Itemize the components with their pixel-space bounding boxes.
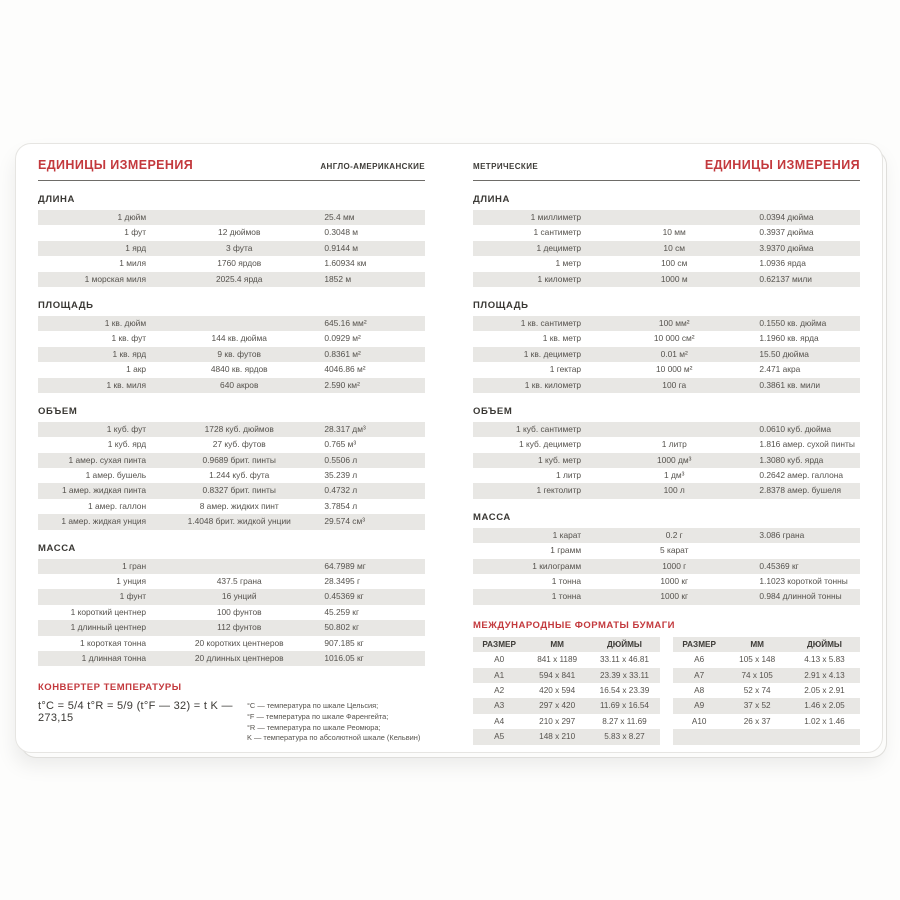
cell-inches: 4.13 x 5.83: [804, 655, 845, 665]
cell-inches: 23.39 x 33.11: [599, 670, 649, 680]
cell-converted: 1.60934 км: [324, 258, 367, 269]
cell-equivalent: 0.2 г: [665, 529, 683, 540]
paper-table-row: [473, 714, 660, 729]
table-row: [38, 468, 425, 483]
table-row: [473, 559, 860, 574]
paper-table-row: [673, 714, 860, 729]
paper-formats-tables: [473, 637, 860, 745]
notebook-spread: [15, 143, 883, 753]
cell-equivalent: 640 акров: [220, 379, 259, 390]
conversion-table: [38, 422, 425, 530]
cell-equivalent: 10 см: [663, 242, 686, 253]
cell-equivalent: 4840 кв. ярдов: [210, 364, 268, 375]
table-row: [38, 256, 425, 271]
cell-converted: 4046.86 м²: [324, 364, 366, 375]
section-title: ПЛОЩАДЬ: [38, 299, 94, 311]
conversion-table: [38, 559, 425, 667]
unit-section: [38, 194, 425, 287]
cell-equivalent: 100 мм²: [658, 317, 690, 328]
section-title: ОБЪЕМ: [38, 405, 78, 417]
cell-equivalent: 10 000 м²: [655, 364, 693, 375]
cell-equivalent: [154, 316, 324, 331]
section-title: ПЛОЩАДЬ: [473, 299, 529, 311]
table-row: [473, 574, 860, 589]
cell-converted: 0.45369 кг: [759, 560, 799, 571]
table-row: [38, 514, 425, 529]
cell-unit: 1 кв. километр: [524, 379, 582, 390]
cell-equivalent: 112 фунтов: [217, 622, 262, 633]
table-row: [38, 362, 425, 377]
cell-converted: 15.50 дюйма: [759, 348, 809, 359]
page-title: ЕДИНИЦЫ ИЗМЕРЕНИЯ: [704, 158, 860, 172]
cell-unit: 1 миля: [119, 258, 147, 269]
cell-equivalent: 1000 м: [660, 273, 688, 284]
table-row: [473, 362, 860, 377]
temperature-converter: [38, 682, 425, 743]
cell-converted: 35.239 л: [324, 470, 358, 481]
paper-table: [673, 637, 860, 745]
cell-inches: 11.69 x 16.54: [599, 701, 649, 711]
cell-converted: 0.45369 кг: [324, 591, 364, 602]
cell-equivalent: [154, 210, 324, 225]
cell-size: A0: [494, 655, 505, 665]
conversion-table: [38, 210, 425, 287]
section-title: МАССА: [473, 511, 511, 523]
section-title: ДЛИНА: [38, 194, 75, 205]
table-row: [38, 559, 425, 574]
cell-mm: 148 x 210: [539, 732, 576, 742]
cell-inches: 2.05 x 2.91: [804, 685, 845, 695]
unit-section: [473, 300, 860, 393]
page-header: [38, 158, 425, 181]
cell-equivalent: 0.01 м²: [660, 348, 688, 359]
unit-section: [38, 543, 425, 667]
cell-inches: 8.27 x 11.69: [602, 716, 647, 726]
paper-formats-title: МЕЖДУНАРОДНЫЕ ФОРМАТЫ БУМАГИ: [473, 619, 675, 631]
cell-mm: 594 x 841: [539, 670, 576, 680]
cell-unit: 1 дециметр: [536, 242, 582, 253]
cell-unit: 1 кв. сантиметр: [520, 317, 582, 328]
conversion-sections: [473, 194, 860, 605]
table-row: [38, 499, 425, 514]
paper-table-row: [473, 652, 660, 667]
cell-mm: 420 x 594: [539, 685, 576, 695]
cell-converted: 1852 м: [324, 273, 352, 284]
cell-converted: 0.3861 кв. мили: [759, 379, 821, 390]
cell-converted: 2.8378 амер. бушеля: [759, 485, 842, 496]
cell-equivalent: 1000 кг: [660, 576, 689, 587]
paper-header-cell: ММ: [550, 639, 564, 649]
cell-equivalent: 1.4048 брит. жидкой унции: [187, 516, 291, 527]
paper-table-row: [673, 652, 860, 667]
cell-mm: 37 x 52: [743, 701, 771, 711]
cell-unit: 1 карат: [552, 529, 582, 540]
cell-equivalent: [154, 559, 324, 574]
cell-unit: 1 гран: [122, 560, 147, 571]
cell-equivalent: 8 амер. жидких пинт: [199, 500, 279, 511]
cell-unit: 1 куб. сантиметр: [516, 423, 582, 434]
cell-unit: 1 кв. фут: [111, 333, 147, 344]
cell-equivalent: 100 см: [661, 258, 688, 269]
cell-size: A3: [494, 701, 505, 711]
cell-equivalent: 3 фута: [226, 242, 253, 253]
cell-equivalent: 1000 кг: [660, 591, 689, 602]
cell-equivalent: 16 унций: [221, 591, 257, 602]
cell-unit: 1 амер. бушель: [85, 470, 147, 481]
cell-inches: 5.83 x 8.27: [604, 732, 645, 742]
cell-converted: 1016.05 кг: [324, 652, 364, 663]
cell-unit: 1 куб. ярд: [107, 439, 147, 450]
cell-size: A5: [494, 732, 505, 742]
cell-unit: 1 гектар: [549, 364, 582, 375]
cell-unit: 1 километр: [537, 273, 582, 284]
paper-table-row: [473, 698, 660, 713]
cell-unit: 1 куб. дециметр: [518, 439, 582, 450]
table-row: [473, 468, 860, 483]
table-row: [473, 347, 860, 362]
cell-equivalent: [589, 422, 759, 437]
paper-formats: [473, 620, 860, 745]
paper-table-header-row: [473, 637, 660, 652]
cell-equivalent: 0.9689 брит. пинты: [202, 454, 276, 465]
paper-table: [473, 637, 660, 745]
cell-converted: 0.765 м³: [324, 439, 357, 450]
unit-section: [473, 194, 860, 287]
table-row: [473, 316, 860, 331]
section-title: МАССА: [38, 542, 76, 554]
table-row: [473, 483, 860, 498]
table-row: [38, 331, 425, 346]
table-row: [473, 210, 860, 225]
cell-unit: 1 ярд: [125, 242, 147, 253]
cell-converted: 0.5506 л: [324, 454, 358, 465]
table-row: [38, 422, 425, 437]
cell-converted: 0.9144 м: [324, 242, 359, 253]
cell-size: A1: [494, 670, 505, 680]
cell-unit: 1 куб. метр: [537, 454, 582, 465]
cell-unit: 1 дюйм: [117, 212, 147, 222]
cell-converted: 3.9370 дюйма: [759, 242, 814, 253]
conversion-sections: [38, 194, 425, 666]
cell-equivalent: 100 л: [663, 485, 685, 496]
cell-converted: 0.984 длинной тонны: [759, 591, 842, 602]
page-anglo-american: [16, 144, 447, 752]
cell-equivalent: 9 кв. футов: [217, 348, 262, 359]
page-metric: [447, 144, 882, 752]
table-row: [473, 378, 860, 393]
cell-unit: 1 кв. ярд: [112, 348, 147, 359]
cell-equivalent: 144 кв. дюйма: [211, 333, 267, 344]
unit-section: [473, 406, 860, 499]
unit-section: [473, 512, 860, 605]
table-row: [38, 636, 425, 651]
table-row: [473, 331, 860, 346]
cell-size: A7: [694, 670, 705, 680]
paper-header-cell: РАЗМЕР: [482, 639, 516, 649]
paper-header-cell: ДЮЙМЫ: [806, 639, 842, 649]
cell-converted: 3.7854 л: [324, 500, 358, 511]
temperature-note-line: K — температура по абсолютной шкале (Кельвин): [246, 733, 421, 743]
cell-converted: 1.1960 кв. ярда: [759, 333, 819, 344]
paper-header-cell: ДЮЙМЫ: [606, 639, 642, 649]
table-row: [38, 453, 425, 468]
section-title: ДЛИНА: [473, 194, 510, 205]
cell-converted: 0.3048 м: [324, 227, 359, 238]
page-subtitle: МЕТРИЧЕСКИЕ: [473, 162, 539, 171]
table-row: [473, 437, 860, 452]
cell-converted: 1.3080 куб. ярда: [759, 454, 824, 465]
table-row: [38, 483, 425, 498]
cell-converted: 28.317 дм³: [324, 423, 366, 434]
cell-size: A6: [694, 655, 705, 665]
cell-mm: 210 x 297: [539, 716, 576, 726]
page-header: [473, 158, 860, 181]
cell-unit: 1 тонна: [551, 576, 582, 587]
cell-converted: 0.1550 кв. дюйма: [759, 317, 827, 328]
cell-equivalent: 1000 дм³: [657, 454, 692, 465]
temperature-note-line: °F — температура по шкале Фаренгейта;: [246, 711, 389, 721]
table-row: [38, 272, 425, 287]
cell-equivalent: 12 дюймов: [218, 227, 261, 238]
cell-equivalent: 0.8327 брит. пинты: [202, 485, 276, 496]
table-row: [38, 225, 425, 240]
paper-header-cell: ММ: [750, 639, 764, 649]
cell-equivalent: 1 дм³: [664, 470, 685, 481]
cell-equivalent: 27 куб. футов: [212, 439, 266, 450]
table-row: [38, 605, 425, 620]
temperature-converter-body: [38, 700, 425, 743]
cell-equivalent: [589, 210, 759, 225]
table-row: [473, 453, 860, 468]
table-row: [473, 241, 860, 256]
cell-unit: 1 кв. метр: [542, 333, 582, 344]
cell-equivalent: 1760 ярдов: [217, 258, 262, 269]
paper-header-cell: РАЗМЕР: [682, 639, 716, 649]
cell-unit: 1 кв. дюйм: [104, 317, 147, 328]
cell-converted: 25.4 мм: [324, 212, 355, 222]
conversion-table: [473, 210, 860, 287]
cell-mm: 74 x 105: [741, 670, 773, 680]
cell-equivalent: 1 литр: [661, 439, 687, 450]
table-row: [38, 589, 425, 604]
cell-unit: 1 кв. дециметр: [523, 348, 582, 359]
cell-converted: 645.16 мм²: [324, 317, 367, 328]
cell-size: [673, 729, 725, 744]
cell-mm: 105 x 148: [739, 655, 776, 665]
conversion-table: [473, 528, 860, 605]
cell-unit: 1 тонна: [551, 591, 582, 602]
cell-unit: 1 сантиметр: [533, 227, 582, 238]
temperature-converter-title: КОНВЕРТЕР ТЕМПЕРАТУРЫ: [38, 682, 182, 694]
cell-size: A9: [694, 701, 705, 711]
cell-unit: 1 кв. миля: [106, 379, 147, 390]
table-row: [38, 378, 425, 393]
cell-unit: 1 морская миля: [84, 273, 147, 284]
cell-size: A8: [694, 685, 705, 695]
cell-converted: 907.185 кг: [324, 637, 364, 648]
cell-unit: 1 миллиметр: [530, 212, 582, 222]
cell-converted: 0.0394 дюйма: [759, 212, 814, 222]
cell-inches: 1.46 x 2.05: [804, 701, 845, 711]
cell-equivalent: 2025.4 ярда: [215, 273, 263, 284]
cell-unit: 1 фунт: [119, 591, 147, 602]
unit-section: [38, 406, 425, 530]
cell-unit: 1 амер. жидкая пинта: [61, 485, 147, 496]
cell-unit: 1 акр: [126, 364, 147, 375]
table-row: [38, 210, 425, 225]
cell-unit: 1 куб. фут: [106, 423, 147, 434]
cell-size: A2: [494, 685, 505, 695]
table-row: [38, 316, 425, 331]
temperature-formula: t°C = 5/4 t°R = 5/9 (t°F — 32) = t K — 273,15: [38, 700, 233, 725]
paper-table-row: [473, 668, 660, 683]
cell-size: A4: [494, 716, 505, 726]
table-row: [38, 437, 425, 452]
conversion-table: [473, 422, 860, 499]
cell-mm: [725, 729, 789, 744]
paper-table-header-row: [673, 637, 860, 652]
cell-unit: 1 грамм: [550, 545, 582, 556]
table-row: [473, 543, 860, 558]
table-row: [38, 651, 425, 666]
unit-section: [38, 300, 425, 393]
cell-converted: 1.0936 ярда: [759, 258, 806, 269]
cell-inches: 16.54 x 23.39: [599, 685, 650, 695]
cell-unit: 1 короткая тонна: [80, 637, 147, 648]
paper-table-row: [673, 698, 860, 713]
cell-unit: 1 фут: [124, 227, 147, 238]
table-row: [38, 241, 425, 256]
paper-table-row: [673, 683, 860, 698]
table-row: [38, 347, 425, 362]
cell-unit: 1 метр: [555, 258, 582, 269]
cell-converted: 0.62137 мили: [759, 273, 812, 284]
cell-converted: 0.4732 л: [324, 485, 358, 496]
cell-equivalent: 100 фунтов: [216, 606, 262, 617]
table-row: [473, 256, 860, 271]
cell-unit: 1 длинная тонна: [81, 652, 147, 663]
cell-equivalent: 1728 куб. дюймов: [204, 423, 274, 434]
cell-inches: 1.02 x 1.46: [804, 716, 845, 726]
cell-equivalent: 1.244 куб. фута: [209, 470, 270, 481]
cell-inches: 2.91 x 4.13: [804, 670, 845, 680]
cell-unit: 1 амер. сухая пинта: [68, 454, 147, 465]
cell-size: A10: [691, 716, 707, 726]
page-title: ЕДИНИЦЫ ИЗМЕРЕНИЯ: [38, 158, 194, 172]
cell-unit: 1 амер. жидкая унция: [61, 516, 147, 527]
paper-table-row: [473, 729, 660, 744]
cell-inches: [789, 729, 860, 744]
conversion-table: [473, 316, 860, 393]
cell-inches: 33.11 x 46.81: [599, 655, 649, 665]
cell-converted: 2.590 км²: [324, 379, 360, 390]
paper-table-row: [473, 683, 660, 698]
cell-mm: 26 x 37: [743, 716, 771, 726]
paper-table-row: [673, 668, 860, 683]
cell-mm: 841 x 1189: [537, 655, 578, 665]
cell-converted: 1.816 амер. сухой пинты: [759, 439, 855, 450]
cell-converted: 0.2642 амер. галлона: [759, 470, 844, 481]
cell-equivalent: 20 коротких центнеров: [194, 637, 284, 648]
cell-converted: 0.0929 м²: [324, 333, 361, 344]
cell-equivalent: 100 га: [662, 379, 687, 390]
cell-unit: 1 унция: [116, 576, 147, 587]
cell-equivalent: 5 карат: [659, 545, 689, 556]
cell-mm: 297 x 420: [539, 701, 576, 711]
cell-unit: 1 гектолитр: [536, 485, 582, 496]
cell-unit: 1 килограмм: [532, 560, 582, 571]
cell-converted: 0.8361 м²: [324, 348, 361, 359]
table-row: [473, 589, 860, 604]
cell-converted: 2.471 акра: [759, 364, 801, 375]
table-row: [38, 620, 425, 635]
cell-converted: 28.3495 г: [324, 576, 361, 587]
cell-unit: 1 длинный центнер: [70, 622, 147, 633]
table-row: [473, 422, 860, 437]
cell-converted: 29.574 см³: [324, 516, 366, 527]
cell-unit: 1 короткий центнер: [70, 606, 147, 617]
cell-converted: [759, 543, 860, 558]
cell-equivalent: 10 мм: [662, 227, 686, 238]
temperature-notes: [247, 700, 420, 743]
cell-unit: 1 амер. галлон: [88, 500, 147, 511]
cell-equivalent: 20 длинных центнеров: [194, 652, 284, 663]
cell-unit: 1 литр: [556, 470, 582, 481]
page-subtitle: АНГЛО-АМЕРИКАНСКИЕ: [320, 162, 425, 171]
conversion-table: [38, 316, 425, 393]
table-row: [38, 574, 425, 589]
cell-converted: 1.1023 короткой тонны: [759, 576, 848, 587]
cell-equivalent: 10 000 см²: [653, 333, 695, 344]
temperature-note-line: °C — температура по шкале Цельсия;: [246, 701, 379, 711]
table-row: [473, 225, 860, 240]
table-row: [473, 528, 860, 543]
cell-converted: 0.0610 куб. дюйма: [759, 423, 832, 434]
cell-equivalent: 1000 г: [662, 560, 687, 571]
table-row: [473, 272, 860, 287]
cell-equivalent: 437.5 грана: [216, 576, 262, 587]
cell-converted: 45.259 кг: [324, 606, 360, 617]
cell-converted: 64.7989 мг: [324, 560, 366, 571]
temperature-note-line: °R — температура по шкале Реомюра;: [246, 722, 381, 732]
paper-table-row: [673, 729, 860, 744]
cell-converted: 3.086 грана: [759, 529, 805, 540]
section-title: ОБЪЕМ: [473, 405, 513, 417]
cell-converted: 0.3937 дюйма: [759, 227, 814, 238]
cell-converted: 50.802 кг: [324, 622, 360, 633]
cell-mm: 52 x 74: [743, 685, 771, 695]
